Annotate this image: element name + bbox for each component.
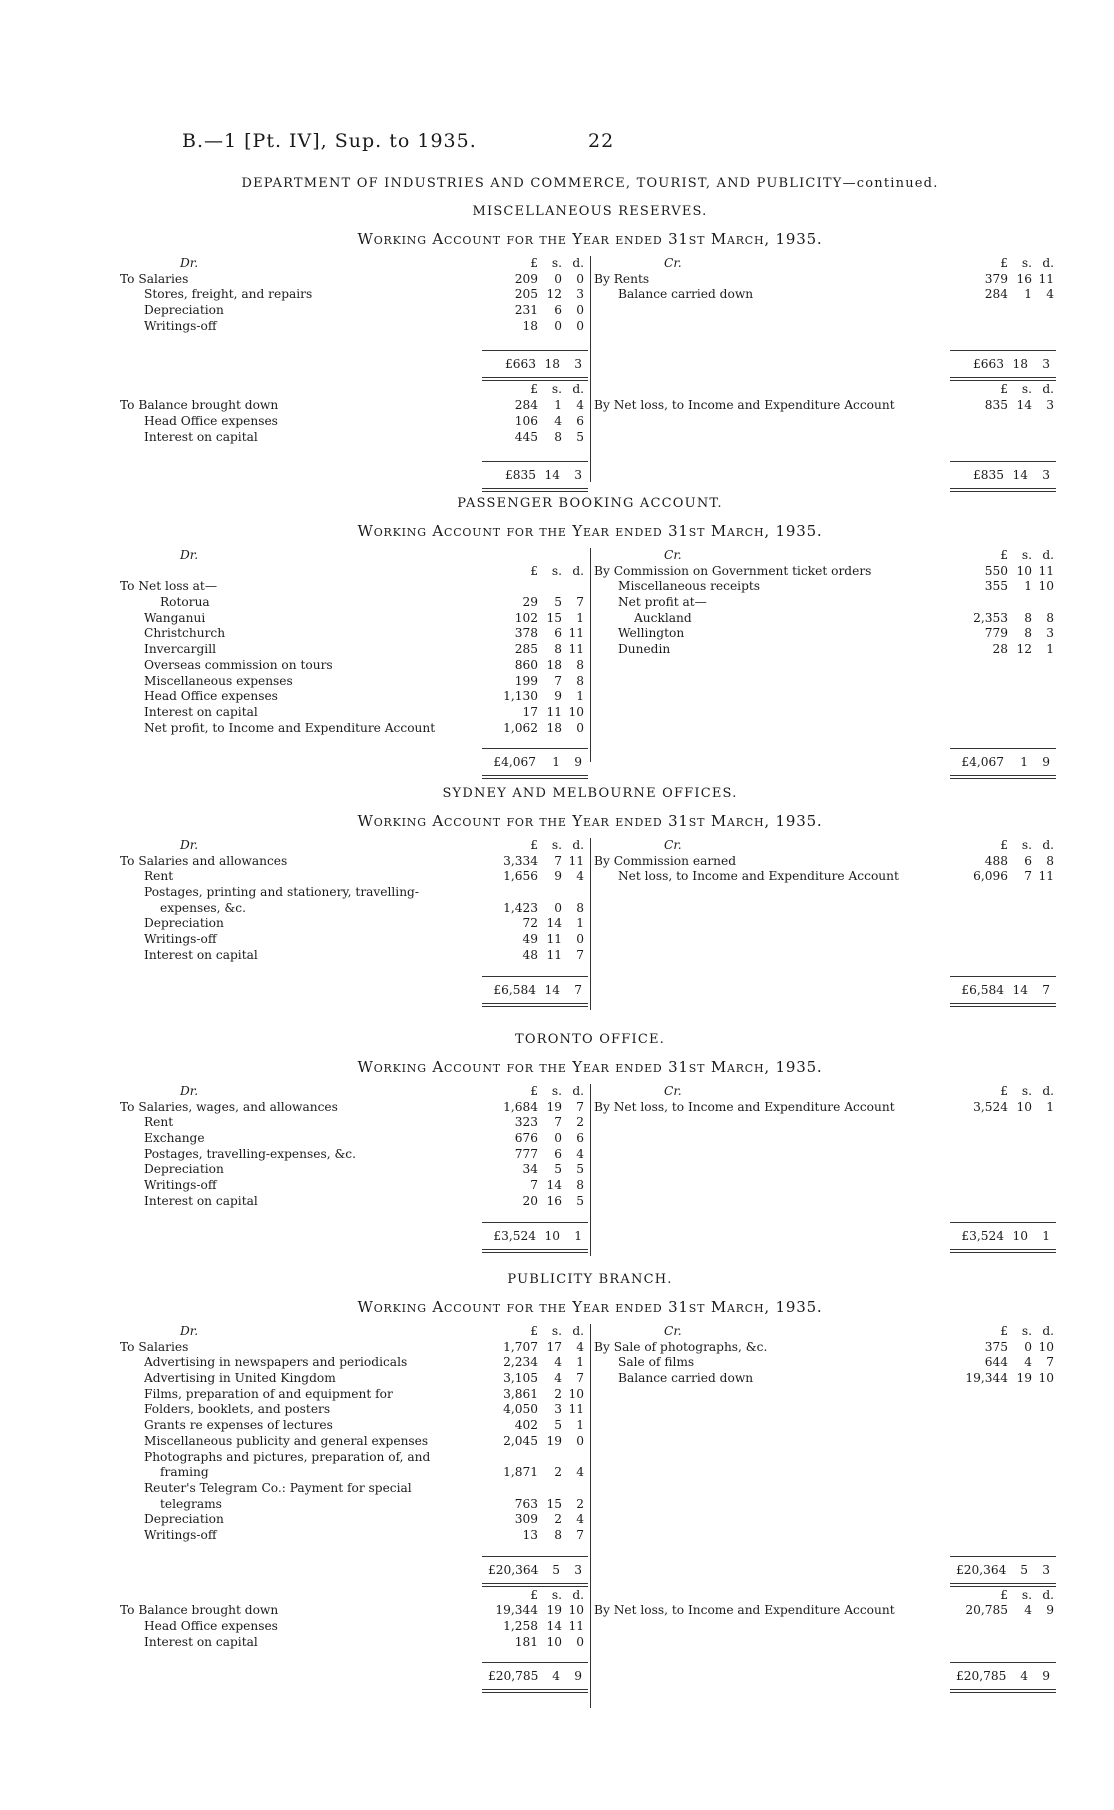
credit-rows [594, 272, 1060, 303]
dr-label: Dr. [180, 1084, 199, 1098]
row-label: To Balance brought down [120, 1603, 279, 1618]
row-amount: 13 8 7 [522, 1527, 584, 1542]
section-title-sydney: SYDNEY AND MELBOURNE OFFICES. [442, 786, 738, 801]
row-amount: 209 0 0 [514, 271, 584, 286]
credit-rows [594, 1340, 1060, 1387]
row-label: By Commission earned [594, 853, 737, 868]
row-amount: 1,258 14 11 [503, 1619, 584, 1633]
credit-rows [594, 1100, 1060, 1116]
debit-side [120, 838, 590, 1000]
row-label: By Commission on Government ticket orders [594, 563, 872, 578]
row-amount: 4,050 3 11 [503, 1402, 584, 1417]
money-heads: £ s. d. [530, 256, 584, 270]
row-label: Films, preparation of and equipment for [144, 1386, 393, 1401]
row-amount: 378 6 11 [514, 626, 584, 641]
debit-side [120, 1084, 590, 1246]
row-label: Head Office expenses [144, 413, 278, 428]
table-row [120, 1387, 590, 1403]
row-amount: 550 10 11 [984, 563, 1054, 578]
credit-side [594, 838, 1060, 1000]
total-row-2: £835 14 3 [482, 461, 588, 492]
total-row: £3,524 10 1 [482, 1222, 588, 1253]
table-row [120, 689, 590, 705]
row-amount: 3,861 2 10 [503, 1386, 584, 1401]
row-label: Photographs and pictures, preparation of, and [144, 1449, 431, 1464]
row-amount: 72 14 1 [522, 916, 584, 931]
table-row [120, 1115, 590, 1131]
row-amount: 2,234 4 1 [503, 1355, 584, 1370]
row-label: Miscellaneous receipts [618, 579, 761, 594]
table-row [120, 916, 590, 932]
table-row [120, 885, 590, 901]
table-row [120, 398, 590, 414]
row-label: By Rents [594, 271, 650, 286]
table-row [120, 319, 590, 335]
row-amount: 1,684 19 7 [503, 1099, 584, 1114]
table-row [594, 1355, 1060, 1371]
credit-rows [594, 854, 1060, 885]
debit-rows [120, 1100, 590, 1210]
total-row: £4,067 1 9 [482, 748, 588, 779]
row-label: Auckland [634, 610, 692, 625]
row-amount: 6,096 7 11 [973, 869, 1054, 884]
debit-rows-2 [120, 1603, 590, 1650]
credit-side [594, 1084, 1060, 1246]
table-row [120, 948, 590, 964]
row-amount: 20,785 4 9 [965, 1603, 1054, 1618]
row-label: Dunedin [618, 642, 671, 657]
row-label: Depreciation [144, 1162, 224, 1177]
row-amount: 1,707 17 4 [503, 1339, 584, 1354]
row-label: expenses, &c. [160, 900, 246, 915]
table-row [594, 579, 1060, 595]
table-row [120, 901, 590, 917]
money-heads: £ s. d. [1000, 1084, 1054, 1098]
column-divider [590, 1324, 591, 1708]
table-row [120, 1603, 590, 1619]
money-heads: £ s. d. [530, 838, 584, 852]
row-amount: 284 1 4 [984, 287, 1054, 302]
row-amount: 29 5 7 [522, 595, 584, 610]
table-row [120, 595, 590, 611]
money-heads: £ s. d. [530, 1084, 584, 1098]
row-label: Head Office expenses [144, 1619, 278, 1633]
row-label: Writings-off [144, 932, 217, 947]
money-heads: £ s. d. [1000, 1324, 1054, 1338]
money-heads: £ s. d. [530, 1587, 584, 1602]
table-row [120, 658, 590, 674]
row-amount: 231 6 0 [514, 303, 584, 318]
money-heads: £ s. d. [1000, 838, 1054, 852]
table-row [120, 1402, 590, 1418]
table-row [594, 595, 1060, 611]
table-row [594, 854, 1060, 870]
table-row [120, 869, 590, 885]
table-row [120, 1100, 590, 1116]
row-label: Writings-off [144, 1178, 217, 1193]
working-account-title-misc: Working Account for the Year ended 31st March, 1935. [357, 230, 823, 248]
row-amount: 28 12 1 [992, 642, 1054, 657]
table-row [594, 287, 1060, 303]
dr-label: Dr. [180, 838, 199, 852]
row-label: By Sale of photographs, &c. [594, 1339, 768, 1354]
row-amount: 488 6 8 [984, 853, 1054, 868]
table-row [594, 1100, 1060, 1116]
row-amount: 2,353 8 8 [973, 610, 1054, 625]
table-row [120, 932, 590, 948]
column-divider [590, 256, 591, 482]
row-label: Writings-off [144, 318, 217, 333]
debit-rows [120, 272, 590, 335]
row-amount: 1,062 18 0 [503, 720, 584, 735]
row-label: Exchange [144, 1131, 205, 1146]
row-label: Rotorua [160, 595, 210, 610]
row-label: Net profit at— [618, 595, 707, 610]
row-label: Rent [144, 1115, 174, 1130]
row-amount: 7 14 8 [530, 1178, 584, 1193]
row-amount: 379 16 11 [984, 271, 1054, 286]
table-row [594, 398, 1060, 414]
row-label: Postages, printing and stationery, travelling- [144, 885, 419, 900]
section-title-misc: MISCELLANEOUS RESERVES. [472, 204, 708, 219]
row-amount: 2,045 19 0 [503, 1433, 584, 1448]
column-divider [590, 548, 591, 762]
row-label: Head Office expenses [144, 689, 278, 704]
table-row [120, 854, 590, 870]
table-row [120, 626, 590, 642]
row-amount: 285 8 11 [514, 642, 584, 657]
row-amount: 1,871 2 4 [503, 1465, 584, 1480]
table-row [120, 1528, 590, 1544]
row-label: framing [160, 1465, 209, 1480]
row-label: Postages, travelling-expenses, &c. [144, 1146, 356, 1161]
row-label: Net profit, to Income and Expenditure Account [144, 720, 436, 735]
table-row [120, 674, 590, 690]
table-row [120, 1465, 590, 1481]
table-row [120, 1355, 590, 1371]
row-amount: 777 6 4 [514, 1146, 584, 1161]
row-label: Grants re expenses of lectures [144, 1418, 333, 1433]
row-label: Net loss, to Income and Expenditure Account [618, 869, 899, 884]
total-row-2: £20,785 4 9 [950, 1662, 1056, 1693]
total-row: £663 18 3 [482, 350, 588, 381]
row-amount: 1,656 9 4 [503, 869, 584, 884]
row-amount: 48 11 7 [522, 947, 584, 962]
table-row [120, 1418, 590, 1434]
row-label: To Salaries [120, 1339, 189, 1354]
row-label: Rent [144, 869, 174, 884]
row-amount: 3,105 4 7 [503, 1371, 584, 1386]
page-number: 22 [588, 130, 615, 152]
total-row: £6,584 14 7 [950, 976, 1056, 1007]
table-row [594, 1340, 1060, 1356]
row-amount: 763 15 2 [514, 1496, 584, 1511]
credit-side [594, 548, 1060, 772]
table-row [120, 1178, 590, 1194]
row-amount: 20 16 5 [522, 1193, 584, 1208]
row-label: Depreciation [144, 303, 224, 318]
table-row [120, 1512, 590, 1528]
row-amount: 3,334 7 11 [503, 853, 584, 868]
cr-label: Cr. [664, 1084, 682, 1098]
row-label: To Balance brought down [120, 398, 279, 413]
account-publicity [120, 1324, 1060, 1714]
row-amount: 676 0 6 [514, 1131, 584, 1146]
total-row: £20,364 5 3 [950, 1556, 1056, 1587]
table-row [120, 1147, 590, 1163]
row-label: To Salaries, wages, and allowances [120, 1099, 338, 1114]
account-misc [120, 256, 1060, 486]
total-row-2: £835 14 3 [950, 461, 1056, 492]
table-row [594, 272, 1060, 288]
section-title-toronto: TORONTO OFFICE. [514, 1032, 665, 1047]
debit-rows-2 [120, 398, 590, 445]
table-row [120, 287, 590, 303]
working-account-title-passenger: Working Account for the Year ended 31st March, 1935. [357, 522, 823, 540]
table-row [120, 1131, 590, 1147]
credit-side [594, 1324, 1060, 1686]
row-label: Advertising in newspapers and periodicals [144, 1355, 408, 1370]
row-amount: 19,344 19 10 [965, 1371, 1054, 1386]
credit-side [594, 256, 1060, 485]
debit-side [120, 1324, 590, 1686]
money-heads: £ s. d. [1000, 256, 1054, 270]
row-label: Depreciation [144, 1512, 224, 1527]
working-account-title-publicity: Working Account for the Year ended 31st March, 1935. [357, 1298, 823, 1316]
row-label: Depreciation [144, 916, 224, 931]
row-label: Interest on capital [144, 429, 258, 444]
row-amount: 106 4 6 [514, 413, 584, 428]
row-label: Sale of films [618, 1355, 695, 1370]
table-row [120, 1194, 590, 1210]
total-row: £4,067 1 9 [950, 748, 1056, 779]
row-amount: 860 18 8 [514, 657, 584, 672]
row-label: Reuter's Telegram Co.: Payment for special [144, 1480, 412, 1495]
row-label: Wellington [618, 626, 685, 641]
row-amount: 49 11 0 [522, 932, 584, 947]
row-label: Invercargill [144, 642, 217, 657]
table-row [594, 564, 1060, 580]
table-row [120, 1619, 590, 1635]
table-row [120, 705, 590, 721]
table-row [594, 1371, 1060, 1387]
money-heads: £ s. d. [530, 563, 584, 578]
row-label: Folders, booklets, and posters [144, 1402, 331, 1417]
row-label: To Salaries [120, 271, 189, 286]
row-amount: 375 0 10 [984, 1339, 1054, 1354]
table-row [120, 642, 590, 658]
total-row: £6,584 14 7 [482, 976, 588, 1007]
dr-label: Dr. [180, 1324, 199, 1338]
row-label: Advertising in United Kingdom [144, 1371, 336, 1386]
row-amount: 1,423 0 8 [503, 900, 584, 915]
department-title: DEPARTMENT OF INDUSTRIES AND COMMERCE, TOURIST, AND PUBLICITY—continued. [241, 176, 939, 191]
debit-side [120, 256, 590, 485]
row-label: Balance carried down [618, 1371, 754, 1386]
row-amount: 18 0 0 [522, 318, 584, 333]
money-heads: £ s. d. [530, 1324, 584, 1338]
debit-rows [120, 564, 590, 737]
cr-label: Cr. [664, 548, 682, 562]
row-label: Interest on capital [144, 1193, 258, 1208]
row-amount: 199 7 8 [514, 673, 584, 688]
row-amount: 309 2 4 [514, 1512, 584, 1527]
row-amount: 1,130 9 1 [503, 689, 584, 704]
row-amount: 445 8 5 [514, 429, 584, 444]
row-label: By Net loss, to Income and Expenditure Account [594, 398, 895, 413]
column-divider [590, 1084, 591, 1256]
row-label: Miscellaneous publicity and general expenses [144, 1433, 429, 1448]
row-amount: 402 5 1 [514, 1418, 584, 1433]
working-account-title-sydney: Working Account for the Year ended 31st March, 1935. [357, 812, 823, 830]
row-label: Interest on capital [144, 1634, 258, 1649]
dr-label: Dr. [180, 256, 199, 270]
row-amount: 3,524 10 1 [973, 1099, 1054, 1114]
table-row [120, 1497, 590, 1513]
row-amount: 835 14 3 [984, 398, 1054, 413]
total-row: £20,364 5 3 [482, 1556, 588, 1587]
money-heads: £ s. d. [530, 382, 584, 397]
section-title-publicity: PUBLICITY BRANCH. [507, 1272, 673, 1287]
total-row-2: £20,785 4 9 [482, 1662, 588, 1693]
row-label: telegrams [160, 1496, 222, 1511]
row-amount: 284 1 4 [514, 398, 584, 413]
total-row: £3,524 10 1 [950, 1222, 1056, 1253]
table-row [120, 272, 590, 288]
row-amount: 181 10 0 [514, 1634, 584, 1649]
money-heads: £ s. d. [1000, 548, 1054, 562]
row-label: Wanganui [144, 610, 206, 625]
table-row [120, 579, 590, 595]
table-row [120, 1434, 590, 1450]
cr-label: Cr. [664, 838, 682, 852]
table-row [120, 611, 590, 627]
row-amount: 205 12 3 [514, 287, 584, 302]
debit-rows [120, 854, 590, 964]
row-label: Writings-off [144, 1527, 217, 1542]
row-label: To Salaries and allowances [120, 853, 288, 868]
row-label: Balance carried down [618, 287, 754, 302]
row-amount: 102 15 1 [514, 610, 584, 625]
row-label: By Net loss, to Income and Expenditure Account [594, 1099, 895, 1114]
cr-label: Cr. [664, 1324, 682, 1338]
row-amount: 19,344 19 10 [495, 1603, 584, 1618]
column-divider [590, 838, 591, 1010]
row-amount: 34 5 5 [522, 1162, 584, 1177]
total-row: £663 18 3 [950, 350, 1056, 381]
account-passenger [120, 548, 1060, 768]
table-row [120, 414, 590, 430]
credit-rows [594, 564, 1060, 658]
table-row [120, 1481, 590, 1497]
row-label: Miscellaneous expenses [144, 673, 293, 688]
table-row [120, 1371, 590, 1387]
table-row [120, 1450, 590, 1466]
row-amount: 17 11 10 [522, 704, 584, 719]
row-amount: 323 7 2 [514, 1115, 584, 1130]
row-amount: 644 4 7 [984, 1355, 1054, 1370]
table-row [120, 303, 590, 319]
table-row [120, 721, 590, 737]
table-row [120, 1635, 590, 1651]
row-label: By Net loss, to Income and Expenditure Account [594, 1603, 895, 1618]
cr-label: Cr. [664, 256, 682, 270]
section-title-passenger: PASSENGER BOOKING ACCOUNT. [457, 496, 723, 511]
table-row [120, 1162, 590, 1178]
debit-rows [120, 1340, 590, 1544]
credit-rows-2 [594, 1603, 1060, 1619]
row-amount: 355 1 10 [984, 579, 1054, 594]
row-amount: 779 8 3 [984, 626, 1054, 641]
money-heads: £ s. d. [1000, 382, 1054, 397]
row-label: Interest on capital [144, 704, 258, 719]
table-row [594, 1603, 1060, 1619]
table-row [594, 626, 1060, 642]
debit-side [120, 548, 590, 772]
row-label: Christchurch [144, 626, 226, 641]
row-label: Stores, freight, and repairs [144, 287, 313, 302]
row-label: Interest on capital [144, 947, 258, 962]
row-label: Overseas commission on tours [144, 657, 333, 672]
table-row [594, 642, 1060, 658]
account-sydney [120, 838, 1060, 1018]
page-reference: B.—1 [Pt. IV], Sup. to 1935. [182, 130, 477, 152]
working-account-title-toronto: Working Account for the Year ended 31st March, 1935. [357, 1058, 823, 1076]
money-heads: £ s. d. [1000, 1587, 1054, 1602]
table-row [594, 869, 1060, 885]
table-row [594, 611, 1060, 627]
table-row [120, 1340, 590, 1356]
dr-label: Dr. [180, 548, 199, 562]
table-row [120, 430, 590, 446]
row-label: To Net loss at— [120, 579, 218, 594]
account-toronto [120, 1084, 1060, 1264]
credit-rows-2 [594, 398, 1060, 414]
